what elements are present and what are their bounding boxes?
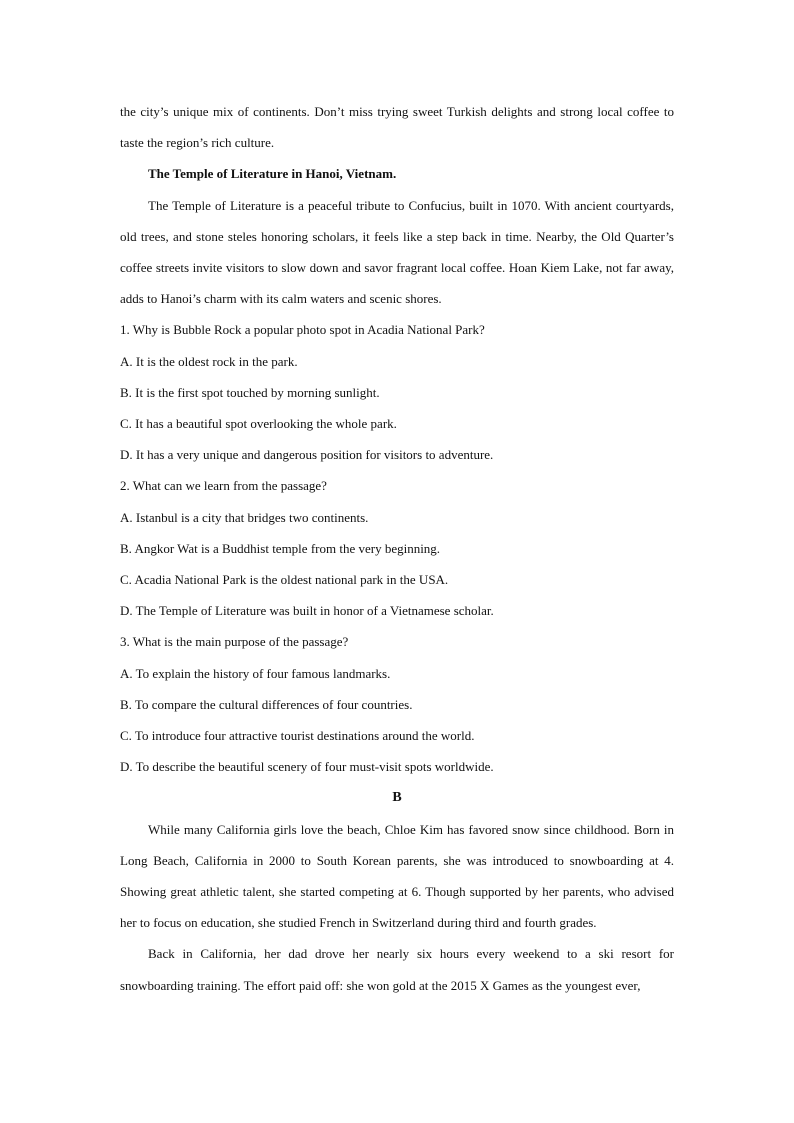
question-3-stem: 3. What is the main purpose of the passage? [120, 634, 349, 650]
question-1 [120, 314, 674, 470]
section-b-title: B [392, 790, 402, 806]
question-3-option-a: A. To explain the history of four famous landmarks. [120, 665, 391, 681]
question-2-option-c: C. Acadia National Park is the oldest national park in the USA. [120, 572, 449, 588]
question-2-option-d: D. The Temple of Literature was built in honor of a Vietnamese scholar. [120, 603, 494, 619]
chloe-kim-paragraph-1: While many California girls love the beach, Chloe Kim has favored snow since childhood. Born in Long Beach, California in 2000 to South Korean parents, she was introduced to snowboarding at 4. Showing great athletic talent, she started competing at 6. Though supported by her parents, who advised her to focus on education, she studied French in Switzerland during third and fourth grades. [120, 821, 674, 931]
question-3 [120, 626, 674, 782]
chloe-kim-paragraph-2: Back in California, her dad drove her nearly six hours every weekend to a ski resort for snowboarding training. The effort paid off: she won gold at the 2015 X Games as the youngest ever, [120, 946, 674, 993]
document-page [120, 96, 674, 1001]
question-1-option-d: D. It has a very unique and dangerous position for visitors to adventure. [120, 447, 494, 463]
question-1-stem: 1. Why is Bubble Rock a popular photo spot in Acadia National Park? [120, 322, 485, 338]
question-3-option-b: B. To compare the cultural differences of four countries. [120, 696, 413, 712]
istanbul-paragraph-end: the city’s unique mix of continents. Don’t miss trying sweet Turkish delights and strong local coffee to taste the region’s rich culture. [120, 104, 674, 151]
temple-paragraph: The Temple of Literature is a peaceful tribute to Confucius, built in 1070. With ancient courtyards, old trees, and stone steles honoring scholars, it feels like a step back in time. Nearby, the Old Quarter’s coffee streets invite visitors to slow down and savor fragrant local coffee. Hoan Kiem Lake, not far away, adds to Hanoi’s charm with its calm waters and scenic shores. [120, 197, 674, 307]
question-2-option-b: B. Angkor Wat is a Buddhist temple from the very beginning. [120, 540, 441, 556]
question-3-option-c: C. To introduce four attractive tourist destinations around the world. [120, 728, 475, 744]
question-2-stem: 2. What can we learn from the passage? [120, 478, 327, 494]
question-1-option-c: C. It has a beautiful spot overlooking the whole park. [120, 416, 397, 432]
temple-heading: The Temple of Literature in Hanoi, Vietnam. [148, 166, 397, 182]
question-1-option-a: A. It is the oldest rock in the park. [120, 353, 298, 369]
question-2 [120, 470, 674, 626]
question-3-option-d: D. To describe the beautiful scenery of four must-visit spots worldwide. [120, 759, 494, 775]
question-1-option-b: B. It is the first spot touched by morning sunlight. [120, 384, 380, 400]
question-2-option-a: A. Istanbul is a city that bridges two continents. [120, 509, 369, 525]
